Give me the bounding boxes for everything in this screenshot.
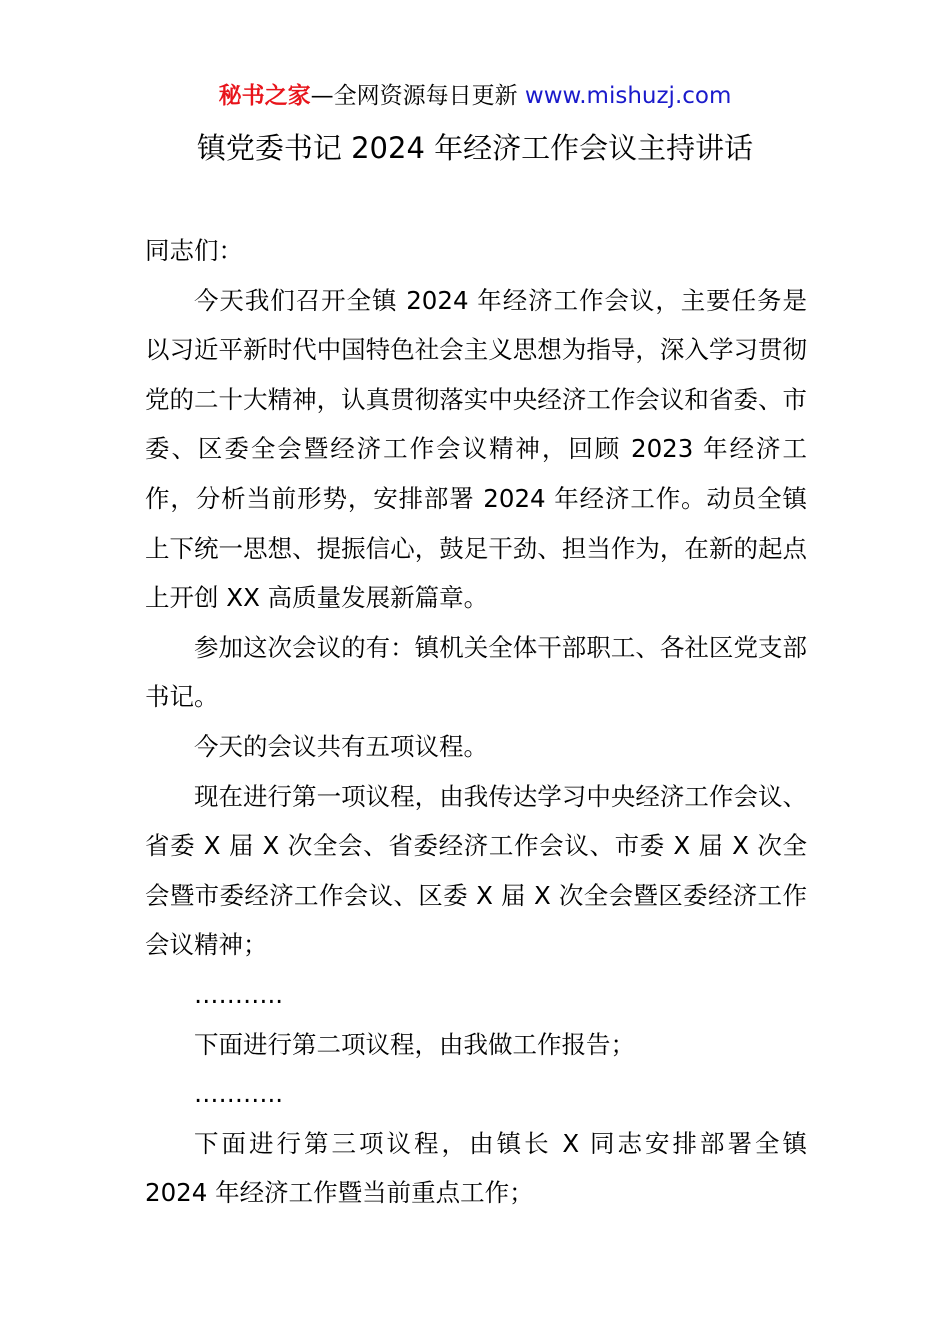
site-header: [0, 80, 950, 112]
paragraph-attendees: 参加这次会议的有：镇机关全体干部职工、各社区党支部书记。: [145, 632, 807, 712]
paragraph-agenda-item-1: 现在进行第一项议程，由我传达学习中央经济工作会议、省委 X 届 X 次全会、省委经济工作会议、市委 X 届 X 次全会暨市委经济工作会议、区委 X 届 X 次全会暨区委经济工作会议精神；: [145, 781, 807, 960]
paragraph-agenda-item-2: 下面进行第二项议程，由我做工作报告；: [194, 1029, 635, 1059]
site-url-link[interactable]: www.mishuzj.com: [524, 83, 732, 109]
document-body: [145, 226, 807, 1218]
brand-name: 秘书之家: [218, 83, 311, 109]
paragraph-agenda-count: 今天的会议共有五项议程。: [194, 731, 488, 761]
ellipsis-line: ………..: [194, 1079, 284, 1109]
document-title: 镇党委书记 2024 年经济工作会议主持讲话: [196, 131, 754, 165]
paragraph-agenda-item-3: 下面进行第三项议程，由镇长 X 同志安排部署全镇 2024 年经济工作暨当前重点工作；: [145, 1128, 807, 1208]
salutation: 同志们：: [145, 236, 243, 265]
ellipsis-line: ………..: [194, 979, 284, 1009]
site-tagline: —全网资源每日更新: [310, 83, 525, 109]
paragraph-intro: 今天我们召开全镇 2024 年经济工作会议，主要任务是以习近平新时代中国特色社会主义思想为指导，深入学习贯彻党的二十大精神，认真贯彻落实中央经济工作会议和省委、市委、区委全会暨经济工作会议精神，回顾 2023 年经济工作，分析当前形势，安排部署 2024 年经济工作。动员全镇上下统一思想、提振信心，鼓足干劲、担当作为，在新的起点上开创 XX 高质量发展新篇章。: [145, 285, 807, 613]
